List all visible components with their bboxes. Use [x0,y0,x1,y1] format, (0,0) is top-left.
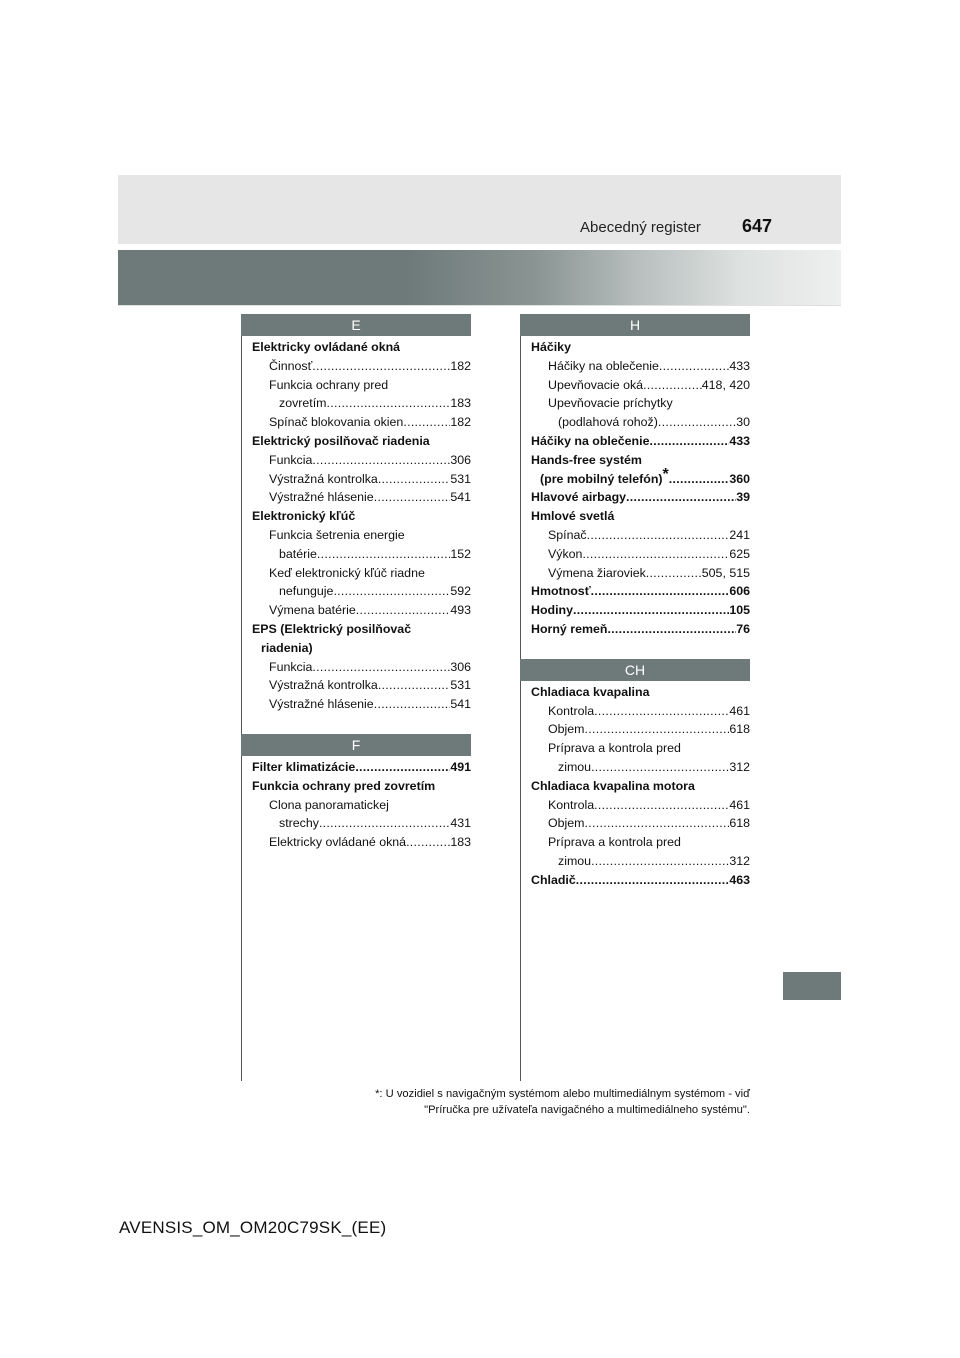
entry-label: Keď elektronický kľúč riadne [269,565,425,580]
entry-label: EPS (Elektrický posilňovač [252,621,412,636]
index-entry [241,394,471,413]
index-entry [520,702,750,721]
footnote-line-1: *: U vozidiel s navigačným systémom alebo multimediálnym systémom - viď [375,1088,750,1100]
index-entry [241,695,471,714]
index-entry [520,739,750,758]
entry-label: Výstražná kontrolka [269,678,378,693]
dot-leader [327,394,451,413]
entry-label: riadenia) [261,640,313,655]
entry-label: Hlavové airbagy [531,490,627,505]
entry-label: Upevňovacie príchytky [548,396,673,411]
entry-label: batérie [279,546,317,561]
document-code: AVENSIS_OM_OM20C79SK_(EE) [119,1218,387,1237]
index-entry [520,814,750,833]
entry-label: strechy [279,816,319,831]
page-reference: 461 [729,797,750,812]
thumb-index-tab [783,972,841,1000]
entry-label: zimou [558,759,592,774]
dot-leader [587,526,730,545]
index-entry [520,413,750,432]
page-reference: 433 [729,433,750,448]
index-entry [520,545,750,564]
index-entry [520,394,750,413]
index-entry [241,526,471,545]
index-entry [520,432,750,451]
entry-label: Výmena žiaroviek [548,565,646,580]
entry-label: Háčiky na oblečenie [531,433,650,448]
entry-label: Výstražná kontrolka [269,471,378,486]
dot-leader [319,814,450,833]
entry-label: Príprava a kontrola pred [548,835,681,850]
page-reference: 433 [729,358,750,373]
dot-leader [591,758,729,777]
dot-leader [406,833,450,852]
entry-label: Činnosť [269,358,313,373]
index-entry [241,814,471,833]
entry-label: Elektronický kľúč [252,509,356,524]
index-entry [241,796,471,815]
dot-leader [626,488,736,507]
page-reference: 541 [450,490,471,505]
dot-leader [646,564,702,583]
index-entry [520,758,750,777]
dot-leader [594,702,729,721]
footnote-marker: * [662,466,669,484]
entry-label: Hands-free systém [531,452,642,467]
index-entry [520,871,750,890]
letter-header: CH [520,659,750,681]
page-reference: 618 [729,722,750,737]
page-reference: 182 [450,358,471,373]
header-band [118,175,841,244]
index-entry [241,620,471,639]
dot-leader [591,852,729,871]
entry-label: Kontrola [548,797,595,812]
dot-leader [312,451,450,470]
page-reference: 306 [450,659,471,674]
index-entry [520,601,750,620]
entry-label: Hodiny [531,603,573,618]
page-reference: 152 [450,546,471,561]
index-entry [520,683,750,702]
page-reference: 531 [450,471,471,486]
index-entry [241,833,471,852]
entry-label: Výstražné hlásenie [269,697,374,712]
page-reference: 463 [729,872,750,887]
index-entry [241,758,471,777]
dot-leader [317,545,450,564]
entry-label: zimou [558,853,592,868]
index-entry [520,451,750,470]
index-entry [241,777,471,796]
index-entry [520,620,750,639]
index-entry [241,601,471,620]
entry-label: Funkcia ochrany pred zovretím [252,778,436,793]
page-reference: 182 [450,415,471,430]
entry-label: Upevňovacie oká [548,377,644,392]
index-entry [241,376,471,395]
page-reference: 183 [450,396,471,411]
dot-leader [374,488,451,507]
section-title: Abecedný register [580,219,701,236]
page-reference: 618 [729,816,750,831]
letter-header: H [520,314,750,336]
entry-label: Výstražné hlásenie [269,490,374,505]
page-reference: 491 [450,759,471,774]
dot-leader [658,413,736,432]
index-entry [241,451,471,470]
entry-label: Elektricky ovládané okná [269,835,407,850]
index-entry [241,582,471,601]
index-entry [520,376,750,395]
page-number: 647 [742,216,773,236]
index-entry [520,488,750,507]
entry-label: nefunguje [279,584,334,599]
entry-label: Hmotnosť [531,584,591,599]
dot-leader [649,432,729,451]
dot-leader [585,720,730,739]
entry-label: Horný remeň [531,621,608,636]
entry-label: Funkcia [269,659,313,674]
entry-label: Funkcia [269,452,313,467]
dot-leader [585,814,730,833]
index-entry [241,432,471,451]
entry-label: Filter klimatizácie [252,759,356,774]
page-reference: 541 [450,697,471,712]
page-reference: 30 [736,415,750,430]
page-reference: 531 [450,678,471,693]
index-entry [241,564,471,583]
entry-label: Chladič [531,872,576,887]
footnote [290,1087,750,1118]
entry-label: Funkcia šetrenia energie [269,527,405,542]
dot-leader [576,871,730,890]
index-column-left [241,314,471,852]
index-entry [241,413,471,432]
entry-label: Funkcia ochrany pred [269,377,389,392]
index-entry [241,507,471,526]
section-spacer [241,714,471,734]
footnote-line-2: "Príručka pre užívateľa navigačného a multimediálneho systému". [424,1103,750,1116]
dot-leader [378,470,451,489]
decorative-gradient-band [118,250,841,305]
index-entry [520,526,750,545]
dot-leader [378,676,451,695]
page-reference: 592 [450,584,471,599]
letter-header: F [241,734,471,756]
entry-label: Háčiky na oblečenie [548,358,659,373]
dot-leader [594,796,729,815]
entry-label: Spínač blokovania okien [269,415,404,430]
entry-label: Elektrický posilňovač riadenia [252,433,430,448]
dot-leader [333,582,450,601]
page-reference: 306 [450,452,471,467]
index-entry [520,720,750,739]
index-entry [520,357,750,376]
entry-label: Clona panoramatickej [269,797,389,812]
dot-leader [573,601,729,620]
dot-leader [312,357,450,376]
page-reference: 625 [729,546,750,561]
entry-label: Kontrola [548,703,595,718]
index-entry [520,564,750,583]
entry-label: Objem [548,816,585,831]
dot-leader [403,413,450,432]
section-spacer [520,639,750,659]
index-entry [520,466,750,489]
index-entry [241,658,471,677]
letter-header: E [241,314,471,336]
entry-label: Chladiaca kvapalina [531,684,650,699]
page-reference: 418, 420 [701,377,750,392]
page-reference: 312 [729,853,750,868]
dot-leader [582,545,729,564]
index-entry [520,507,750,526]
entry-label: Výkon [548,546,583,561]
entry-label: Hmlové svetlá [531,509,615,524]
index-entry [241,488,471,507]
entry-label: Objem [548,722,585,737]
index-column-right [520,314,750,890]
page-reference: 76 [736,621,750,636]
entry-label: Elektricky ovládané okná [252,340,401,354]
index-entry [520,796,750,815]
index-entry [241,470,471,489]
index-entry [520,777,750,796]
index-entry [241,676,471,695]
dot-leader [374,695,451,714]
entry-label: Príprava a kontrola pred [548,741,681,756]
entry-label: (pre mobilný telefón)* [540,466,669,486]
dot-leader [355,758,450,777]
page-reference: 461 [729,703,750,718]
index-entry [520,582,750,601]
dot-leader [591,582,730,601]
index-entry [241,357,471,376]
page-reference: 505, 515 [701,565,750,580]
page-reference: 360 [729,471,750,486]
page-reference: 105 [729,603,750,618]
dot-leader [643,376,702,395]
page-reference: 39 [736,490,750,505]
dot-leader [312,658,450,677]
page-reference: 312 [729,759,750,774]
index-entry [241,338,471,357]
page-reference: 183 [450,835,471,850]
entry-label: (podlahová rohož) [558,415,658,430]
entry-label: Háčiky [531,340,571,354]
page-reference: 241 [729,527,750,542]
entry-label: Spínač [548,527,587,542]
index-entry [520,833,750,852]
index-entry [520,338,750,357]
dot-leader [669,470,730,489]
index-entry [241,639,471,658]
entry-label: Chladiaca kvapalina motora [531,778,695,793]
index-entry [520,852,750,871]
dot-leader [356,601,451,620]
divider [118,305,841,306]
dot-leader [659,357,729,376]
page-reference: 606 [729,584,750,599]
page-reference: 493 [450,603,471,618]
entry-label: Výmena batérie [269,603,356,618]
entry-label: zovretím [279,396,327,411]
index-entry [241,545,471,564]
dot-leader [607,620,736,639]
page-reference: 431 [450,816,471,831]
